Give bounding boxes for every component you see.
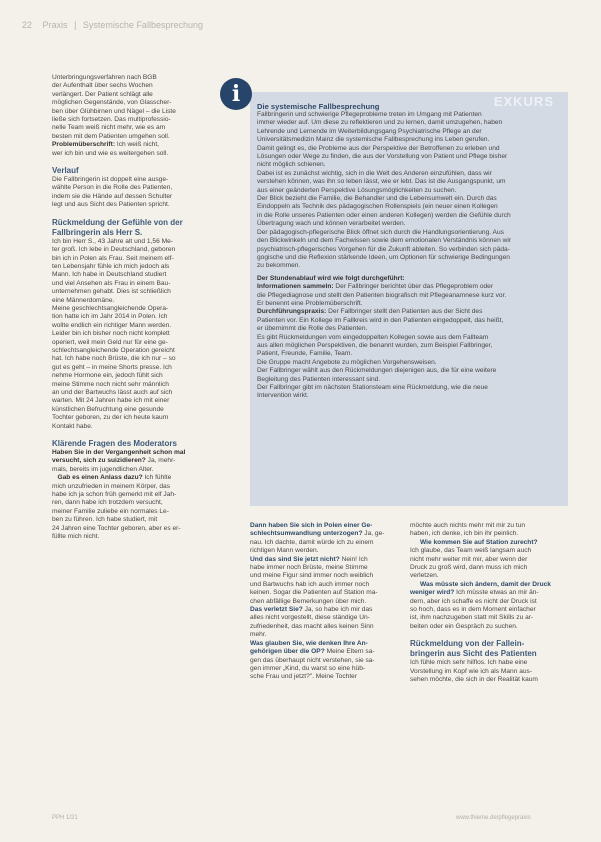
text-line: verletzen. [410, 572, 439, 580]
info-box [250, 92, 568, 506]
text-line: meine Stimme noch nicht sehr männlich [52, 380, 169, 388]
text-line: sche Frau und jetzt?". Meine Tochter [250, 673, 358, 681]
text-line: Ich fühle mich sehr hilflos. Ich habe eine [410, 659, 528, 667]
text-line: gogische und die Reflexion stärkende Ideen, um Optionen für schwierige Bedingungen [257, 253, 510, 261]
page-number: 22 [22, 20, 33, 30]
text-line: mich unzufrieden in meinem Körper, das [52, 482, 171, 490]
schedule-heading: Der Stundenablauf wird wie folgt durchgeführt: [257, 274, 405, 282]
q2-line [250, 556, 400, 564]
text-line: an und der Bartwuchs lässt auch auf sich [52, 389, 173, 396]
left-column [52, 74, 202, 542]
schedule-text-line: Patienten vor. Ein Kollege im Fallkreis wird in den Patienten eingedoppelt, das heißt, [257, 316, 504, 324]
text-line: hat. Ich habe noch Brüste, die ich nur – so [52, 355, 176, 363]
box-watermark: EXKURS [493, 94, 554, 109]
text-line: ben zu führen. Ich habe studiert, mit [52, 516, 158, 524]
schedule-text: Die Gruppe macht Angebote zu möglichen Vorgehensweisen. [257, 358, 437, 366]
text-line: und Bartwuchs hab ich auch immer noch [250, 580, 370, 588]
text-line: ließe sich fortsetzen. Das multiprofessio- [52, 116, 171, 124]
moderator-answer: Ja, mehr- [145, 457, 176, 465]
schedule-item [257, 334, 511, 342]
moderator-heading: Klärende Fragen des Moderators [52, 439, 177, 449]
schedule-text-line: Begleitung des Patienten interessant sind. [257, 375, 381, 383]
text-line: Druck zu groß wird, dann muss ich mich [410, 564, 528, 572]
text-line: zu bekommen. [257, 262, 301, 270]
text-line: operiert, weil mein Geld nur für eine ge- [52, 338, 168, 346]
moderator-answer-block [52, 483, 202, 542]
text-line: nelle Team weiß nicht mehr, wie es am [52, 124, 166, 132]
schedule-text: Der Fallbringer gibt im nächsten Stationsteam eine Rückmeldung, wie die neue [257, 384, 488, 391]
text-line: ist, ihm nachzugeben statt mit Skills zu ar- [410, 614, 534, 622]
right-heading-2: bringerin aus Sicht des Patienten [410, 649, 537, 659]
text-line: gen das überhaupt nicht verstehen, sie sa- [250, 656, 375, 664]
text-line: Damit gelingt es, die Probleme aus der Perspektive der Betroffenen zu erleben und [257, 144, 500, 152]
text-line: Ich bin Herr S., 43 Jahre alt und 1,56 Me- [52, 237, 173, 245]
text-line: Meine geschlechtsangleichende Opera- [52, 304, 169, 312]
schedule-text: Der Fallbringer wählt aus den Rückmeldungen diejenigen aus, die für eine weitere [257, 367, 497, 375]
question-6: Was müsste sich ändern, damit der Druck [420, 580, 551, 588]
text-line: Eindoppeln als Technik des pädagogischen Rollenspiels (ein neuer einen Kollegen [257, 203, 498, 211]
schedule-label: Informationen sammeln: [257, 283, 334, 291]
text-line: alles nicht vorgestellt, diese ständige Un- [250, 614, 370, 622]
text-line: und meine Figur sind immer noch weiblich [250, 572, 374, 580]
text-line: besten mit dem Patienten umgehen soll. [52, 132, 170, 140]
text-line: füllte mich nicht. [52, 533, 100, 541]
schedule-list [257, 283, 511, 401]
answer-1-block [250, 539, 400, 556]
text-line: nicht möglich schienen. [257, 161, 326, 169]
text-line: habe ich ja schon früh gemerkt mit elf Jah- [52, 491, 177, 499]
text-line: zufriedenheit, das macht alles keinen Sinn [250, 622, 374, 630]
text-line: bin ich in Polen als Frau. Seit meinem elf- [52, 254, 174, 262]
intro-paragraph [52, 74, 202, 141]
running-header [22, 20, 203, 30]
text-line: Unterbringungsverfahren nach BGB [52, 74, 157, 81]
schedule-item [257, 384, 511, 392]
schedule-label: Durchführungspraxis: [257, 308, 327, 316]
text-line: verlängert. Der Patient schlägt alle [52, 90, 153, 98]
answer-5-block [410, 547, 570, 581]
question-2: Und das sind Sie jetzt nicht? [250, 555, 340, 563]
moderator-answer-2: mals, bereits im jugendlichen Alter. [52, 465, 154, 473]
text-line: psychiatrisch-pflegerisches Vorgehen für die Zukunft ableiten. So verbinden sich päda- [257, 245, 510, 253]
schedule-text: Der Fallbringer berichtet über das Pflegeproblem oder [333, 283, 494, 291]
info-icon: i [220, 78, 252, 110]
moderator-answer-3: Ich fühlte [142, 474, 172, 482]
answer-6: Ich müsste etwas an mir än- [454, 589, 539, 597]
answer-6-block [410, 598, 570, 632]
answer-2-block [250, 564, 400, 606]
answer-4-block [250, 657, 400, 682]
question-4: Was glauben Sie, wie denken Ihre An- [250, 639, 368, 647]
text-line: eine Männerdomäne. [52, 296, 115, 304]
text-line: Ich glaube, das Team weiß langsam auch [410, 547, 532, 555]
answer-4: Meine Eltern sa- [324, 648, 375, 656]
schedule-text: Es gibt Rückmeldungen vom eingedoppelten Kollegen sowie aus dem Fallteam [257, 333, 489, 341]
text-line: Vorstellung im Kopf wie ich als Mann aus- [410, 667, 533, 675]
text-line: ren, dann habe ich trotzdem versucht, [52, 499, 163, 507]
text-line: meiner Familie zuliebe ein normales Le- [52, 507, 169, 515]
text-line: Der Blick bezieht die Familie, die Behandler und die Lebensumwelt ein. Durch das [257, 195, 497, 203]
text-line: den Blickwinkeln und dem Fachwissen sowie dem emotionalen Verständnis können wir [257, 237, 511, 245]
schedule-item [257, 283, 511, 291]
text-line: aus einer geänderten Perspektive Lösungsmöglichkeiten zu suchen. [257, 186, 457, 194]
header-separator: | [74, 20, 77, 30]
moderator-q2-line [52, 474, 202, 482]
schedule-text-line: die Pflegediagnose und stellt den Patienten biografisch mit Pflegeanamnese kurz vor. [257, 291, 507, 299]
schedule-text-line: aus allen möglichen Perspektiven, die benannt wurden, zum Beispiel Fallbringer, [257, 341, 493, 349]
text-line: Übertragung wach und können verarbeitet werden. [257, 220, 406, 228]
question-6-b: weniger wird? [410, 589, 455, 597]
text-line: ben über Glühbirnen und Nägel – die Liste [52, 107, 176, 115]
answer-1: Ja, ge- [362, 530, 385, 538]
verlauf-heading: Verlauf [52, 166, 79, 176]
text-line: legt und aus Sicht des Patienten spricht. [52, 201, 170, 209]
schedule-text-line: Patient, Freunde, Familie, Team. [257, 350, 353, 358]
text-line: immer wieder auf. Um diese zu reflektieren und zu lernen, damit umzugehen, haben [257, 119, 503, 127]
q6-line-2 [410, 589, 570, 597]
verlauf-paragraph [52, 176, 202, 210]
moderator-q-line-2 [52, 457, 202, 465]
text-line: Die Fallbringerin ist doppelt eine ausge- [52, 176, 169, 184]
text-line: tion hatte ich im Jahr 2014 in Polen. Ich [52, 313, 168, 321]
schedule-item [257, 359, 511, 367]
question-4-b: gehörigen über die OP? [250, 648, 325, 656]
text-line: und viel Ansehen als Frau in einem Bau- [52, 279, 171, 287]
problem-text-2: wer ich bin und wie es weitergehen soll. [52, 149, 169, 157]
q4-line-2 [250, 648, 400, 656]
text-line: beiten oder ein Gespräch zu suchen. [410, 622, 518, 630]
footer-issue: PPH 1/21 [52, 815, 78, 821]
text-line: künstlichen Befruchtung eine gesunde [52, 405, 164, 413]
text-line: Universitätsmedizin Mainz die systemische Fallbesprechung ins Leben gerufen. [257, 136, 490, 144]
right-column [410, 522, 570, 685]
question-3: Das verletzt Sie? [250, 606, 303, 614]
text-line: Fallbringerin und schwierige Pflegeprobleme treten im Umgang mit Patienten [257, 111, 482, 118]
text-line: chen abfällige Bemerkungen über mich. [250, 597, 367, 605]
text-line: der Aufenthalt über sechs Wochen [52, 82, 153, 90]
text-line: unternehmen gehabt. Dies ist schließlich [52, 288, 171, 296]
text-line: Kontakt habe. [52, 422, 93, 430]
text-line: Leider bin ich bisher noch nicht komplett [52, 330, 170, 338]
text-line: gut es geht – in meine Shorts presse. Ich [52, 363, 172, 371]
text-line: nicht mehr weiter mit mir, aber wenn der [410, 555, 528, 563]
text-line: gen immer „Kind, du warst so eine hüb- [250, 664, 366, 672]
text-line: haben, ich denke, ich bin ihr peinlich. [410, 530, 519, 538]
text-line: nehme Hormone ein, jedoch fühlt sich [52, 372, 163, 380]
text-line: wollte endlich ein richtiger Mann werden. [52, 321, 172, 329]
feedback-heading-2: Fallbringerin als Herr S. [52, 227, 143, 237]
info-box-body [257, 111, 511, 271]
text-line: dern, aber ich schaffe es nicht der Druck ist [410, 597, 537, 605]
q1-line-2 [250, 530, 400, 538]
feedback-paragraph [52, 238, 202, 431]
right-answer-block [410, 522, 570, 539]
q3-line [250, 606, 400, 614]
footer-url: www.thieme.de/pflegepraxis [456, 815, 531, 821]
text-line: verstehen können, was ihn so leben lässt, wie er lebt. Das ist die Ausgangspunkt, um [257, 178, 506, 186]
text-line: Dabei ist es zunächst wichtig, sich in die Welt des Anderen einzufühlen, dass wir [257, 169, 492, 177]
text-line: Tochter geboren, zu der ich heute kaum [52, 414, 169, 422]
schedule-text-line: Intervention wirkt. [257, 392, 309, 400]
text-line: sehen möchte, die sich in der Realität kaum [410, 676, 538, 684]
text-line: richtigen Mann werden. [250, 547, 319, 555]
answer-3-block [250, 614, 400, 639]
info-box-title: Die systemische Fallbesprechung [257, 102, 380, 111]
text-line: indem sie die Hände auf dessen Schulter [52, 192, 173, 200]
schedule-item [257, 308, 511, 316]
text-line: Der pädagogisch-pflegerische Blick öffnet sich durch die Handlungsorientierung. Aus [257, 228, 504, 236]
question-5: Wie kommen Sie auf Station zurecht? [420, 538, 538, 546]
problem-label: Problemüberschrift: [52, 141, 116, 149]
schedule-item [257, 367, 511, 375]
topic-label: Systemische Fallbesprechung [82, 20, 203, 30]
text-line: warten. Mit 24 Jahren habe ich mit einer [52, 397, 170, 405]
text-line: Lehrende und Lernende im Weiterbildungsgang Psychiatrische Pflege an der [257, 127, 482, 135]
text-line: ten Lebensjahr fühle ich mich jedoch als [52, 262, 170, 270]
text-line: 24 Jahren eine Tochter geboren, aber es er- [52, 524, 181, 532]
text-line: Lösungen oder Wege zu finden, die aus der Vorstellung von Patient und Pflege bisher [257, 153, 508, 161]
text-line: in die Rolle unseres Patienten oder einen anderen Kollegen) werden die Gefühle durch [257, 211, 511, 219]
text-line: möchte auch nichts mehr mit mir zu tun [410, 522, 526, 529]
question-1-b: schlechtsumwandlung unterzogen? [250, 530, 363, 538]
problem-text: Ich weiß nicht, [115, 141, 160, 149]
closing-paragraph [410, 659, 570, 684]
text-line: schlechtsangleichende Operation gereicht [52, 346, 175, 354]
schedule-text: Der Fallbringer stellt den Patienten aus der Sicht des [326, 308, 483, 316]
text-line: ter groß. Ich lebe in Deutschland, geboren [52, 246, 176, 254]
right-heading: Rückmeldung von der Fallein- [410, 639, 525, 649]
answer-2: Nein! Ich [339, 555, 368, 563]
text-line: möglichen Gegenstände, von Glasscher- [52, 99, 172, 107]
middle-column [250, 522, 400, 682]
moderator-question-2: versucht, sich zu suizidieren? [52, 457, 146, 465]
text-line: Mann. Ich habe in Deutschland studiert [52, 271, 167, 279]
problem-line [52, 141, 202, 149]
text-line: mehr. [250, 631, 267, 639]
text-line: so hoch, dass es in dem Moment einfacher [410, 606, 536, 614]
text-line: wählte Person in die Rolle des Patienten, [52, 184, 173, 192]
text-line: keinen. Sogar die Patienten auf Station ma- [250, 589, 378, 597]
text-line: nau. Ich dachte, damit würde ich zu einem [250, 538, 374, 546]
answer-3: Ja, so habe ich mir das [302, 606, 373, 614]
text-line: habe immer noch Brüste, meine Stimme [250, 564, 368, 572]
question-1: Dann haben Sie sich in Polen einer Ge- [250, 522, 373, 529]
schedule-text-line: er übernimmt die Rolle des Patienten. [257, 325, 368, 333]
moderator-question: Haben Sie in der Vergangenheit schon mal [52, 449, 186, 457]
moderator-question-3: Gab es einen Anlass dazu? [57, 474, 143, 482]
schedule-text-line: Er benennt eine Problemüberschrift. [257, 299, 363, 307]
section-label: Praxis [42, 20, 68, 30]
feedback-heading: Rückmeldung der Gefühle von der [52, 217, 183, 227]
